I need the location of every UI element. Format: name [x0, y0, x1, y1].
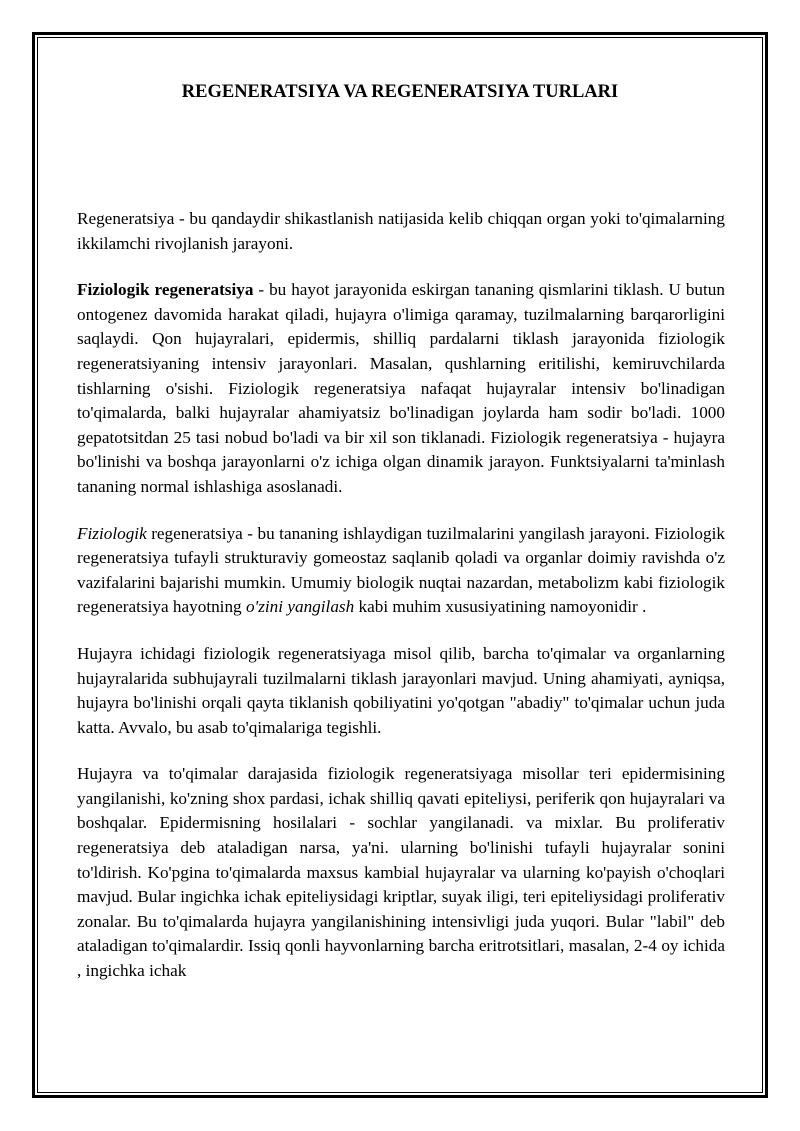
paragraph-text: regeneratsiya - bu tananing ishlaydigan tuzilmalarini yangilash jarayoni. Fiziologik regeneratsiya tufayli strukturaviy gomeostaz saqlanib qoladi va organlar doimiy ravishda o'z vazifalarini bajarishi mumkin. Umumiy biologik nuqtai nazardan, metabolizm kabi fiziologik regeneratsiya hayotning [77, 523, 725, 617]
paragraph-tissue-level: Hujayra va to'qimalar darajasida fiziologik regeneratsiyaga misollar teri epidermisining yangilanishi, ko'zning shox pardasi, ichak shilliq qavati epiteliysi, periferik qon hujayralari va boshqalar. Epidermisning hosilalari - sochlar yangilanadi. va mixlar. Bu proliferativ regeneratsiya deb ataladigan narsa, ya'ni. ularning bo'linishi tufayli hujayralar sonini to'ldirish. Ko'pgina to'qimalarda maxsus kambial hujayralar va ularning ko'payish o'choqlari mavjud. Bular ingichka ichak epiteliysidagi kriptlar, suyak iligi, teri epiteliysidagi proliferativ zonalar. Bu to'qimalarda hujayra yangilanishining intensivligi juda yuqori. Bular "labil" deb ataladigan to'qimalardir. Issiq qonli hayvonlarning barcha eritrotsitlari, masalan, 2-4 oy ichida , ingichka ichak [77, 764, 725, 981]
paragraph-definition: Regeneratsiya - bu qandaydir shikastlanish natijasida kelib chiqqan organ yoki to'qimalarning ikkilamchi rivojlanish jarayoni. [77, 209, 725, 253]
document-title: REGENERATSIYA VA REGENERATSIYA TURLARI [181, 82, 619, 102]
paragraph-physiological-regeneration [77, 278, 725, 499]
term-italic: Fiziologik [77, 523, 147, 543]
term-italic: o'zini yangilash [245, 597, 355, 617]
document-body [77, 207, 725, 1006]
paragraph-intracellular: Hujayra ichidagi fiziologik regeneratsiyaga misol qilib, barcha to'qimalar va organlarning hujayralarida subhujayrali tuzilmalarni tiklash jarayonlari mavjud. Uning ahamiyati, ayniqsa, hujayra bo'linishi orqali qayta tiklanish qobiliyatini yo'qotgan "abadiy" to'qimalar uchun juda katta. Avvalo, bu asab to'qimalariga tegishli. [77, 643, 725, 737]
paragraph-text: kabi muhim xususiyatining namoyonidir . [354, 597, 647, 617]
paragraph-renewal-process [77, 522, 725, 620]
page-border [32, 32, 768, 1098]
paragraph-text: - bu hayot jarayonida eskirgan tananing qismlarini tiklash. U butun ontogenez davomida harakat qiladi, hujayra o'limiga qaramay, tuzilmalarning barqarorligini saqlaydi. Qon hujayralari, epidermis, shilliq pardalarni tiklash jarayonida fiziologik regeneratsiyaning intensiv jarayonlari. Masalan, qushlarning eritilishi, kemiruvchilarda tishlarning o'sishi. Fiziologik regeneratsiya nafaqat hujayralar intensiv bo'linadigan to'qimalarda, balki hujayralar ahamiyatsiz bo'linadigan joylarda ham sodir bo'ladi. 1000 gepatotsitdan 25 tasi nobud bo'ladi va bir xil son tiklanadi. Fiziologik regeneratsiya - hujayra bo'linishi va boshqa jarayonlarni o'z ichiga olgan dinamik jarayon. Funktsiyalarni ta'minlash tananing normal ishlashiga asoslanadi. [77, 280, 725, 496]
term-bold: Fiziologik regeneratsiya [77, 280, 254, 300]
